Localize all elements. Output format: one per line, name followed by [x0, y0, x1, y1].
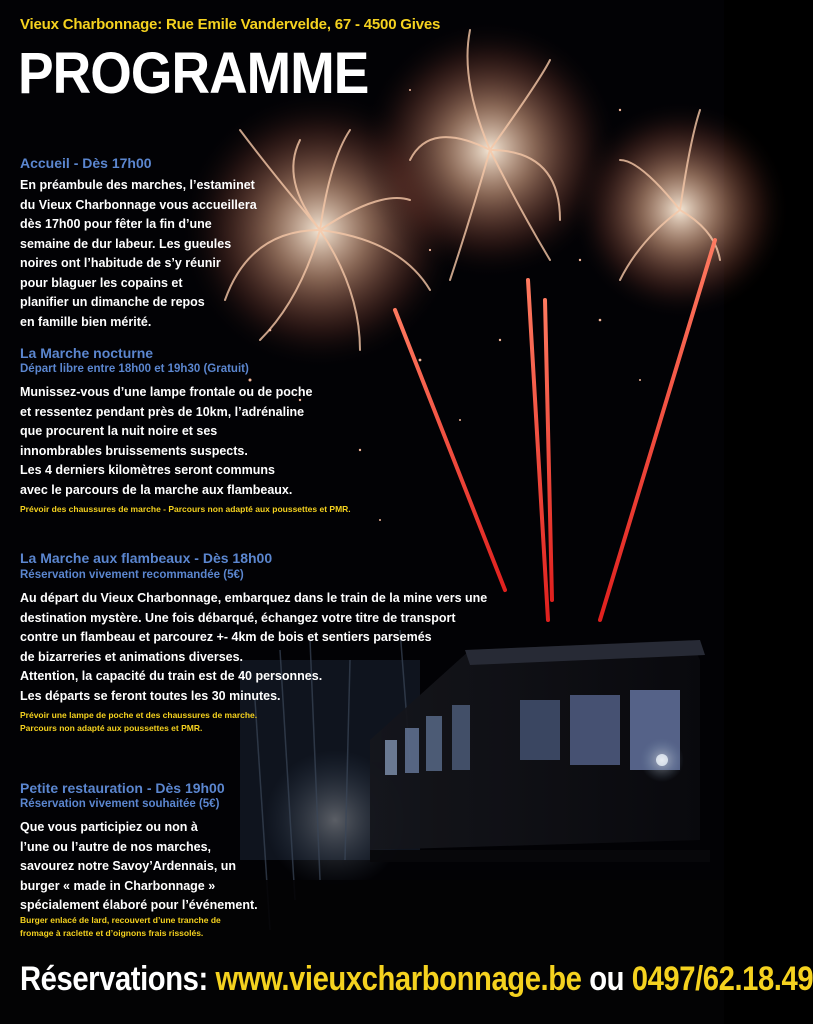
section-restauration-title: Petite restauration - Dès 19h00 — [20, 780, 225, 796]
section-nocturne-text: Munissez-vous d’une lampe frontale ou de poche et ressentez pendant près de 10km, l’adrénaline que procurent la nuit noire et ses innombrables bruissements suspects. Les 4 derniers kilomètres seront communs avec le parcours de la marche aux flambeaux. — [20, 385, 313, 497]
rocket-trail-1 — [395, 310, 505, 590]
section-restauration-subtitle: Réservation vivement souhaitée (5€) — [20, 798, 220, 810]
section-flambeaux-subtitle: Réservation vivement recommandée (5€) — [20, 569, 244, 581]
section-nocturne-note: Prévoir des chaussures de marche - Parcours non adapté aux poussettes et PMR. — [20, 504, 351, 514]
section-accueil-text: En préambule des marches, l’estaminet du Vieux Charbonnage vous accueillera dès 17h00 pour fêter la fin d’une semaine de dur labeur. Les gueules noires ont l’habitude de s’y réunir pour blaguer les copains et planifier un dimanche de repos en famille bien mérité. — [20, 178, 257, 329]
venue-address: Vieux Charbonnage: Rue Emile Vandervelde, 67 - 4500 Gives — [20, 16, 441, 33]
footer-connector: ou — [581, 960, 632, 998]
section-flambeaux-note: Prévoir une lampe de poche et des chaussures de marche. Parcours non adapté aux poussettes et PMR. — [20, 710, 258, 733]
section-accueil-title: Accueil - Dès 17h00 — [20, 155, 152, 171]
section-nocturne-title: La Marche nocturne — [20, 345, 154, 361]
section-flambeaux-text: Au départ du Vieux Charbonnage, embarquez dans le train de la mine vers une destination mystère. Une fois débarqué, échangez votre titre de transport contre un flambeau et parcourez +- 4km de bois et sentiers parsemés de bizarreries et animations diverses. Attention, la capacité du train est de 40 personnes. Les départs se feront toutes les 30 minutes. — [20, 591, 488, 703]
section-restauration-text: Que vous participiez ou non à l’une ou l’autre de nos marches, savourez notre Savoy’Ardennais, un burger « made in Charbonnage » spécialement élaboré pour l’événement. — [20, 820, 258, 912]
reservations-label: Réservations: — [20, 960, 216, 998]
section-nocturne-subtitle: Départ libre entre 18h00 et 19h30 (Gratuit) — [20, 363, 249, 375]
page-title: PROGRAMME — [18, 41, 369, 106]
phone-number[interactable]: 0497/62.18.49 — [631, 960, 813, 998]
reservations-footer — [20, 960, 813, 999]
section-flambeaux-title: La Marche aux flambeaux - Dès 18h00 — [20, 550, 273, 566]
section-restauration-note: Burger enlacé de lard, recouvert d’une tranche de fromage à raclette et d’oignons frais rissolés. — [20, 915, 221, 938]
website-link[interactable]: www.vieuxcharbonnage.be — [215, 960, 582, 998]
